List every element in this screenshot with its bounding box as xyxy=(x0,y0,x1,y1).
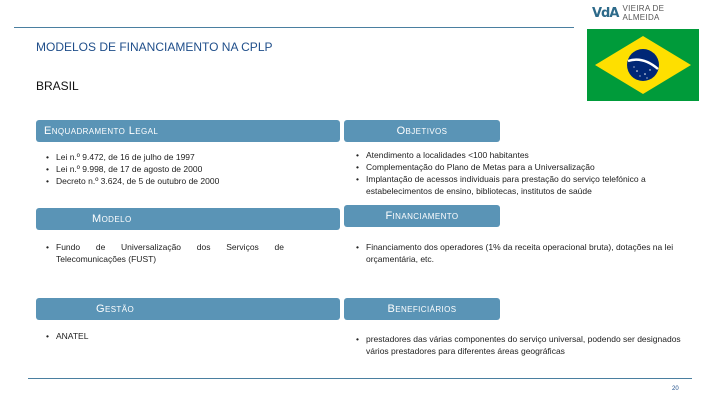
brazil-flag-icon xyxy=(587,29,699,101)
list-item: • Complementação do Plano de Metas para a Universalização xyxy=(354,161,706,173)
section-header-enquadramento xyxy=(36,120,340,142)
section-header-beneficiarios xyxy=(344,298,500,320)
enquadramento-list xyxy=(44,151,334,187)
modelo-list xyxy=(44,241,284,265)
section-header-label: Gestão xyxy=(96,303,135,315)
list-item: • Lei n.º 9.998, de 17 de agosto de 2000 xyxy=(44,163,334,175)
list-item: • ANATEL xyxy=(44,330,334,342)
list-item: • Atendimento a localidades <100 habitantes xyxy=(354,149,706,161)
section-header-gestao xyxy=(36,298,340,320)
list-item: • Lei n.º 9.472, de 16 de julho de 1997 xyxy=(44,151,334,163)
company-logo xyxy=(592,5,702,21)
section-header-objetivos xyxy=(344,120,500,142)
section-header-label: Objetivos xyxy=(396,125,448,137)
section-header-label: Financiamento xyxy=(385,210,459,222)
objetivos-list xyxy=(354,149,706,197)
section-header-financiamento xyxy=(344,205,500,227)
gestao-list xyxy=(44,330,334,342)
section-header-label: Beneficiários xyxy=(387,303,457,315)
financiamento-list xyxy=(354,241,700,265)
footer-divider xyxy=(28,378,692,379)
list-item: • Fundo de Universalização dos Serviços de Telecomunicações (FUST) xyxy=(44,241,284,265)
country-name: BRASIL xyxy=(36,79,79,93)
beneficiarios-list xyxy=(354,333,700,357)
section-header-label: Enquadramento Legal xyxy=(44,125,159,137)
section-header-label: Modelo xyxy=(92,213,132,225)
list-item: • Implantação de acessos individuais para prestação do serviço telefónico a estabelecimentos de ensino, bibliotecas, institutos de saúde xyxy=(354,173,706,197)
list-item: • Financiamento dos operadores (1% da receita operacional bruta), dotações na lei orçamentária, etc. xyxy=(354,241,700,265)
page-title: MODELOS DE FINANCIAMENTO NA CPLP xyxy=(36,40,273,54)
section-header-modelo xyxy=(36,208,340,230)
page-number: 20 xyxy=(672,386,679,392)
list-item: • prestadores das várias componentes do serviço universal, podendo ser designados vários prestadores para diferentes áreas geográficas xyxy=(354,333,700,357)
list-item: • Decreto n.º 3.624, de 5 de outubro de 2000 xyxy=(44,175,334,187)
logo-mark: VdA xyxy=(592,5,619,21)
title-divider xyxy=(14,27,574,28)
logo-text: VIEIRA DE ALMEIDA xyxy=(622,4,665,22)
